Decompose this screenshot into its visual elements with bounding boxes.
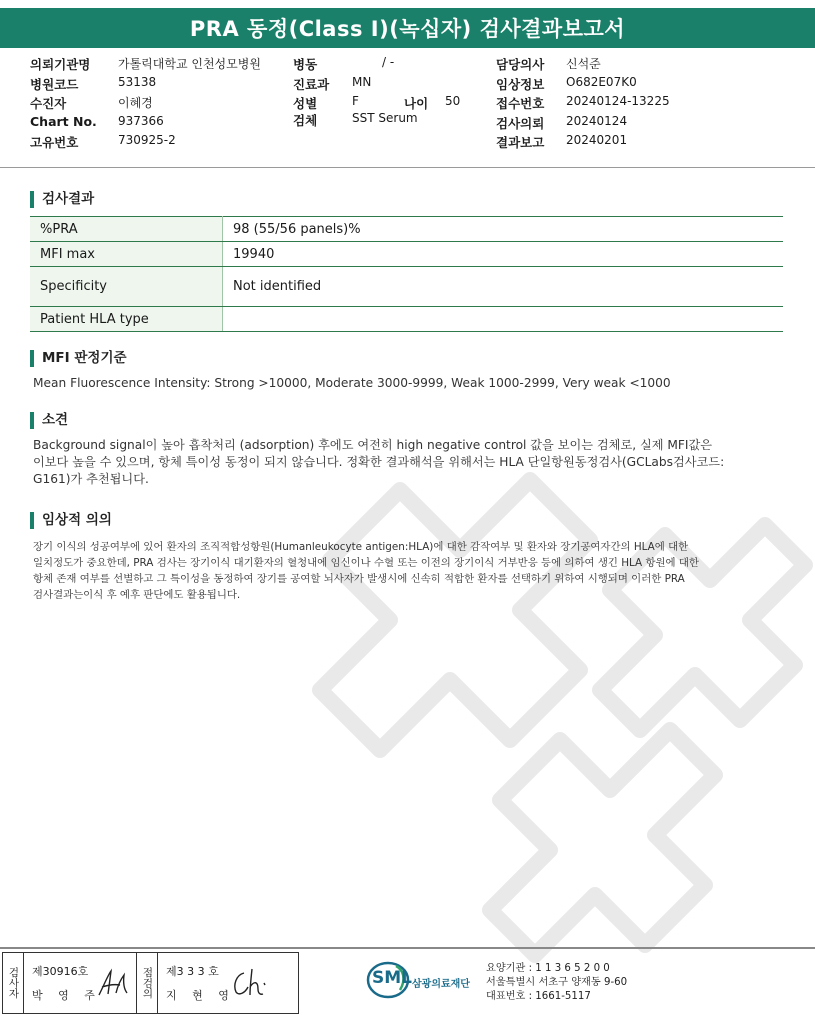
info-label: 담당의사 xyxy=(496,57,545,72)
result-value-mfi-max: 19940 xyxy=(223,242,784,267)
table-row xyxy=(30,307,783,332)
contact-line: 요양기관 : 1 1 3 6 5 2 0 0 xyxy=(486,963,610,974)
criteria-text: Mean Fluorescence Intensity: Strong >10000, Moderate 3000-9999, Weak 1000-2999, Very weak <1000 xyxy=(33,376,671,390)
tester-side-label xyxy=(3,953,24,1013)
clinical-line: 일치정도가 중요한데, PRA 검사는 장기이식 대기환자의 혈청내에 임신이나 수혈 또는 이전의 장기이식 거부반응 등에 의하여 생긴 HLA 항원에 대한 xyxy=(33,557,699,569)
report-title: PRA 동정(Class I)(녹십자) 검사결과보고서 xyxy=(0,8,815,48)
info-value-chart-no: 937366 xyxy=(118,113,164,128)
info-value-department: MN xyxy=(352,74,372,89)
signature-stamp xyxy=(2,952,299,1014)
result-label: Patient HLA type xyxy=(30,307,223,332)
footer-divider xyxy=(0,947,815,949)
info-value-age: 50 xyxy=(445,94,461,108)
reviewer-license-no: 제3 3 3 호 xyxy=(166,965,219,978)
table-row xyxy=(30,217,783,242)
clinical-line: 장기 이식의 성공여부에 있어 환자의 조직적합성항원(Humanleukocyte antigen:HLA)에 대한 감작여부 및 환자와 장기공여자간의 HLA에 대한 xyxy=(33,541,689,553)
reviewer-side-label xyxy=(136,953,158,1013)
info-value-hospital-code: 53138 xyxy=(118,74,157,89)
info-label: 진료과 xyxy=(293,76,330,92)
info-value-report-date: 20240201 xyxy=(566,133,628,147)
info-value-receipt-no: 20240124-13225 xyxy=(566,94,670,108)
info-label: 병원코드 xyxy=(30,76,79,92)
tester-cell xyxy=(24,953,136,1013)
result-label: Specificity xyxy=(30,267,223,307)
info-label: 의뢰기관명 xyxy=(30,57,91,72)
criteria-section-title: MFI 판정기준 xyxy=(30,350,127,367)
tester-name: 박 영 주 xyxy=(32,989,101,1002)
info-value-sex: F xyxy=(352,94,359,108)
info-value-specimen: SST Serum xyxy=(352,110,418,125)
info-value-institution: 가톨릭대학교 인천성모병원 xyxy=(118,57,261,71)
opinion-line: 이보다 높을 수 있으며, 항체 특이성 동정이 되지 않습니다. 정확한 결과해석을 위해서는 HLA 단일항원동정검사(GCLabs검사코드: xyxy=(33,455,725,469)
opinion-line: Background signal이 높아 흡착처리 (adsorption) 후에도 여전히 high negative control 값을 보이는 검체로, 실제 MFI값은 xyxy=(33,438,713,452)
info-value-patient-name: 이혜경 xyxy=(118,96,153,110)
info-label: 접수번호 xyxy=(496,96,545,111)
info-value-doctor: 신석준 xyxy=(566,57,601,71)
sml-brand-name: 삼광의료재단 xyxy=(412,979,470,990)
opinion-line: G161)가 추천됩니다. xyxy=(33,472,149,486)
reviewer-signature xyxy=(230,965,270,999)
info-value-ward: / - xyxy=(382,55,395,69)
info-label: 나이 xyxy=(404,96,429,111)
info-value-clinical-info: O682E07K0 xyxy=(566,74,637,89)
info-label: 성별 xyxy=(293,96,318,111)
info-label: 결과보고 xyxy=(496,135,545,150)
tester-license-no: 제30916호 xyxy=(32,965,89,978)
sml-logo-text: SML xyxy=(372,968,412,988)
header-divider xyxy=(0,167,815,168)
result-value-hla-type xyxy=(223,307,784,332)
opinion-section-title: 소견 xyxy=(30,412,68,429)
clinical-line: 검사결과는이식 후 예후 판단에도 활용됩니다. xyxy=(33,589,241,601)
info-label: 검체 xyxy=(293,112,318,128)
patient-info-block xyxy=(30,55,790,153)
contact-block xyxy=(486,962,627,1004)
table-row xyxy=(30,242,783,267)
results-section-title: 검사결과 xyxy=(30,191,94,208)
result-value-pra: 98 (55/56 panels)% xyxy=(223,217,784,242)
results-table xyxy=(30,216,783,332)
info-label: 임상정보 xyxy=(496,76,545,92)
contact-line: 대표번호 : 1661-5117 xyxy=(486,991,591,1002)
reviewer-side-text: 점검의 xyxy=(141,967,154,999)
opinion-text xyxy=(33,437,763,488)
result-label: %PRA xyxy=(30,217,223,242)
info-label: 고유번호 xyxy=(30,135,79,150)
clinical-line: 항체 존재 여부를 선별하고 그 특이성을 동정하여 장기를 공여할 뇌사자가 발생시에 신속히 적합한 환자를 선택하기 위하여 시행되며 이러한 PRA xyxy=(33,573,685,585)
info-label: 병동 xyxy=(293,57,318,72)
info-value-request-date: 20240124 xyxy=(566,113,628,128)
tester-side-text: 검사자 xyxy=(7,967,20,999)
table-row xyxy=(30,267,783,307)
info-label: 검사의뢰 xyxy=(496,115,545,131)
result-value-specificity: Not identified xyxy=(223,267,784,307)
reviewer-cell xyxy=(158,953,296,1013)
info-label: Chart No. xyxy=(30,113,97,129)
clinical-section-title: 임상적 의의 xyxy=(30,512,112,529)
clinical-text xyxy=(33,539,763,603)
contact-line: 서울특별시 서초구 양재동 9-60 xyxy=(486,977,628,988)
info-value-unique-no: 730925-2 xyxy=(118,133,176,147)
reviewer-name: 지 현 영 xyxy=(166,989,235,1002)
info-label: 수진자 xyxy=(30,96,67,111)
result-label: MFI max xyxy=(30,242,223,267)
tester-signature xyxy=(96,967,130,999)
